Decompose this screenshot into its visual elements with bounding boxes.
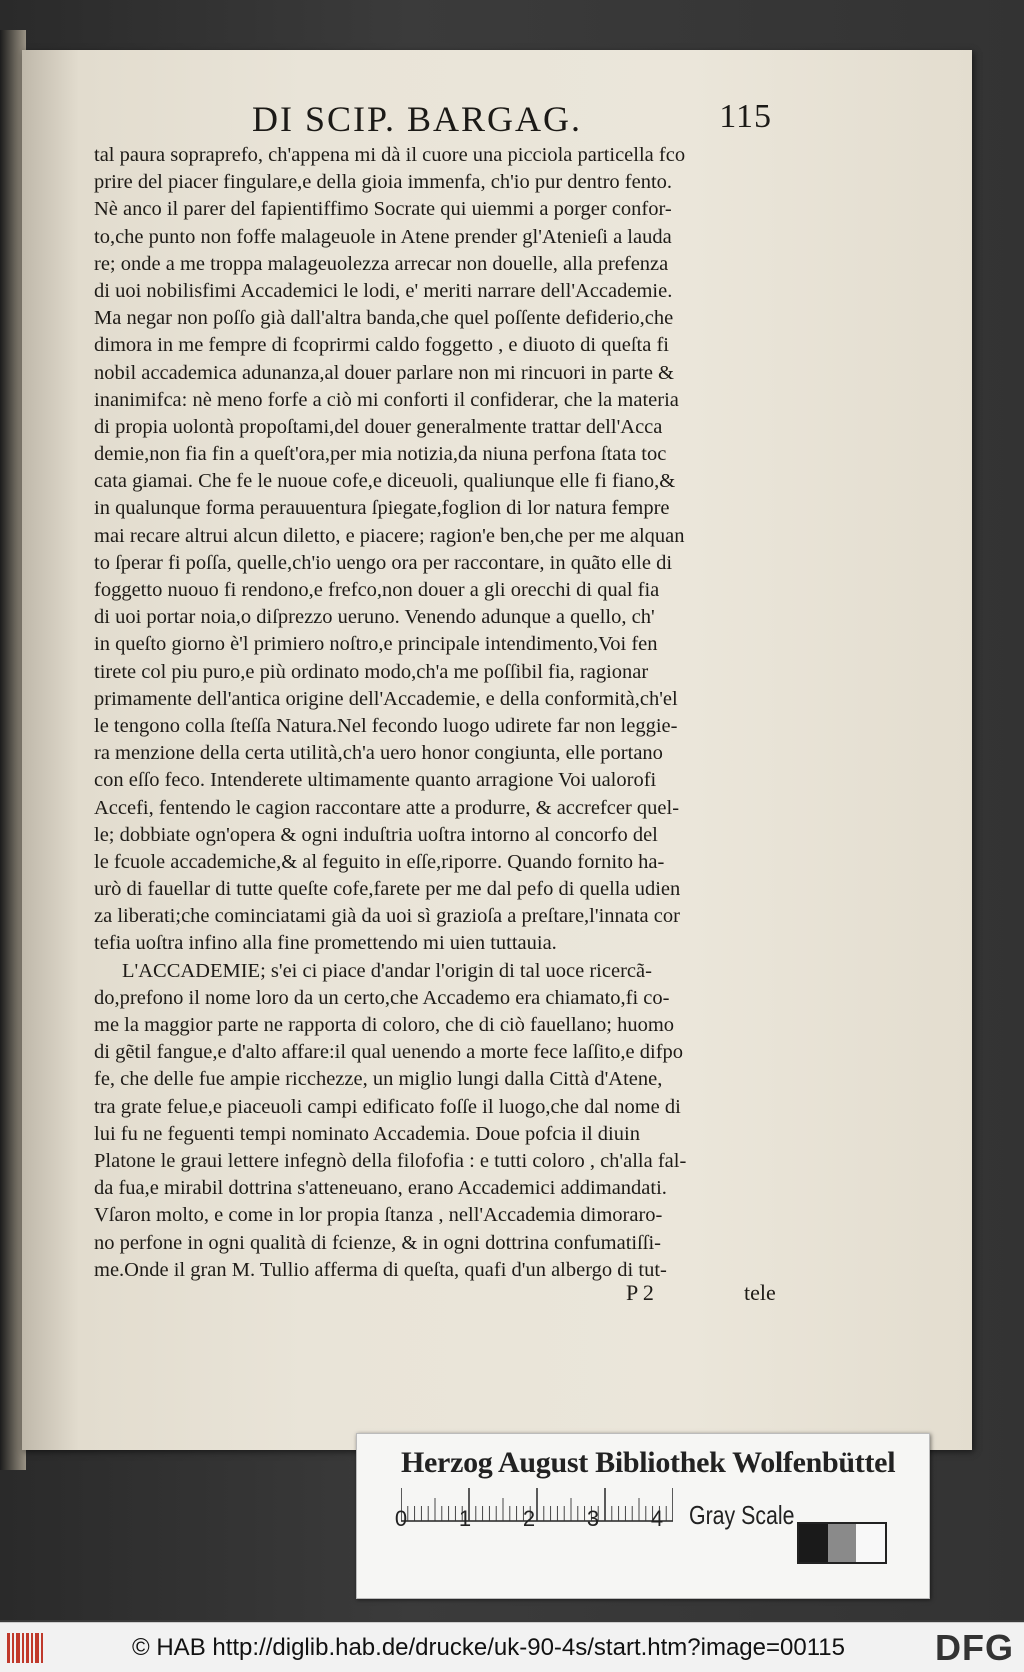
text-line: demie,non fia fin a queſt'ora,per mia notizia,da niuna perfona ſtata toc — [94, 443, 667, 466]
text-line: to ſperar fi poſſa, quelle,ch'io uengo ora per raccontare, in quãto elle di — [94, 551, 673, 574]
text-line: me la maggior parte ne rapporta di coloro, che di ciò fauellano; huomo — [94, 1014, 675, 1036]
catchword: tele — [744, 1280, 776, 1305]
text-line: dimora in me fempre di fcoprirmi caldo foggetto , e diuoto di queſta fi — [94, 334, 669, 357]
color-calibration-card — [356, 1433, 930, 1599]
text-line: za liberati;che cominciatami già da uoi sì grazioſa a preſtare,l'innata cor — [94, 905, 680, 928]
text-line: to,che punto non foffe malageuole in Atene prender gl'Atenieſi a lauda — [94, 225, 672, 248]
text-line: le fcuole accademiche,& al feguito in eſſe,riporre. Quando fornito ha- — [94, 850, 665, 873]
text-line: tal paura sopraprefo, ch'appena mi dà il cuore una picciola particella fco — [94, 144, 686, 166]
page-header — [232, 98, 772, 144]
text-line: di uoi portar noia,o diſprezzo ueruno. Venendo adunque a quello, ch' — [94, 606, 655, 629]
text-line: Platone le graui lettere infegnò della filofofia : e tutti coloro , ch'alla fal- — [94, 1149, 687, 1172]
text-line: le tengono colla ſteſſa Natura.Nel fecondo luogo udirete far non leggie- — [94, 714, 678, 737]
text-line: di uoi nobilisfimi Accademici le lodi, e' meriti narrare dell'Accademie. — [94, 279, 673, 302]
viewer-footer — [0, 1622, 1024, 1672]
text-line: cata giamai. Che fe le nuoue cofe,e diceuoli, qualiunque elle fi fiano,& — [94, 470, 676, 493]
gray-swatch — [828, 1524, 857, 1562]
text-line: Nè anco il parer del fapientiffimo Socrate qui uiemmi a porger confor- — [94, 198, 672, 221]
text-line: prire del piacer fingulare,e della gioia immenfa, ch'io pur dentro fento. — [94, 171, 673, 194]
text-line: no perfone in ogni qualità di fcienze, & in ogni dottrina confumatiſſi- — [94, 1231, 662, 1254]
page-footer — [94, 1280, 812, 1310]
ruler-label: 3 — [586, 1506, 600, 1531]
text-line: urò di fauellar di tutte queſte cofe,farete per me dal pefo di quella udien — [94, 878, 681, 901]
ruler-label: 0 — [394, 1506, 408, 1531]
text-line: di propia uolontà propoſtami,del douer generalmente trattar dell'Acca — [94, 415, 663, 438]
ruler-label: 4 — [650, 1506, 664, 1531]
text-line: me.Onde il gran M. Tullio afferma di queſta, quafi d'un albergo di tut- — [94, 1258, 667, 1281]
gray-swatch — [799, 1524, 828, 1562]
grayscale-swatches — [797, 1522, 887, 1564]
grayscale-label: Gray Scale — [689, 1500, 795, 1530]
text-line: do,prefono il nome loro da un certo,che Accademo era chiamato,fi co- — [94, 986, 670, 1009]
ruler-label: 1 — [458, 1506, 472, 1531]
running-head: DI SCIP. BARGAG. — [252, 99, 583, 139]
text-line: con eſſo feco. Intenderete ultimamente quanto arragione Voi ualorofi — [94, 769, 657, 792]
barcode-icon — [6, 1633, 44, 1663]
text-line: primamente dell'antica origine dell'Accademie, e della conformità,ch'el — [94, 687, 678, 710]
gray-swatch — [856, 1524, 885, 1562]
ruler-label: 2 — [522, 1506, 536, 1531]
ruler-labels — [394, 1506, 673, 1536]
text-line: in queſto giorno è'l primiero noſtro,e principale intendimento,Voi fen — [94, 633, 658, 656]
text-line: fe, che delle fue ampie ricchezze, un miglio lungi dalla Città d'Atene, — [94, 1068, 663, 1091]
text-line: L'ACCADEMIE; s'ei ci piace d'andar l'origin di tal uoce ricercã- — [122, 959, 652, 982]
text-line: tra grate felue,e piaceuoli campi edificato foſſe il luogo,che dal nome di — [94, 1095, 681, 1118]
text-line: tirete col piu puro,e più ordinato modo,ch'a me poſſibil fia, ragionar — [94, 660, 649, 683]
text-line: di gẽtil fangue,e d'alto affare:il qual uenendo a morte fece laſſito,e difpo — [94, 1041, 684, 1064]
text-line: ra menzione della certa utilità,ch'a uero honor congiunta, elle portano — [94, 742, 663, 765]
library-name: Herzog August Bibliothek Wolfenbüttel — [401, 1446, 896, 1479]
text-line: mai recare altrui alcun diletto, e piacere; ragion'e ben,che per me alquan — [94, 524, 685, 547]
text-line: le; dobbiate ogn'opera & ogni induſtria uoſtra intorno al concorfo del — [94, 823, 658, 846]
text-line: in qualunque forma perauuentura ſpiegate,foglion di lor natura fempre — [94, 497, 670, 520]
text-line: inanimifca: nè meno forfe a ciò mi conforti il confiderar, che la materia — [94, 388, 679, 411]
source-link[interactable]: © HAB http://diglib.hab.de/drucke/uk-90-4s/start.htm?image=00115 — [132, 1634, 845, 1661]
text-line: re; onde a me troppa malageuolezza arrecar non douelle, alla prefenza — [94, 252, 669, 275]
text-line: nobil accademica adunanza,al douer parlare non mi rincuori in parte & — [94, 361, 675, 384]
text-line: Vſaron molto, e come in lor propia ſtanza , nell'Accademia dimoraro- — [94, 1204, 663, 1227]
text-line: Ma negar non poſſo già dall'altra banda,che quel poſſente defiderio,che — [94, 307, 674, 330]
text-line: lui fu ne feguenti tempi nominato Accademia. Doue pofcia il diuin — [94, 1122, 640, 1145]
text-line: Accefi, fentendo le cagion raccontare atte a produrre, & accrefcer quel- — [94, 796, 680, 819]
text-line: da fua,e mirabil dottrina s'atteneuano, erano Accademici addimandati. — [94, 1177, 667, 1200]
page-number: 115 — [719, 98, 772, 135]
signature-mark: P 2 — [626, 1280, 654, 1305]
dfg-logo: DFG — [935, 1627, 1014, 1668]
text-line: tefia uoſtra infino alla fine promettendo mi uien tuttauia. — [94, 932, 557, 955]
book-page — [22, 50, 972, 1450]
text-line: foggetto nuouo fi rendono,e frefco,non douer a gli orecchi di qual fia — [94, 579, 660, 601]
body-text — [94, 142, 812, 1284]
